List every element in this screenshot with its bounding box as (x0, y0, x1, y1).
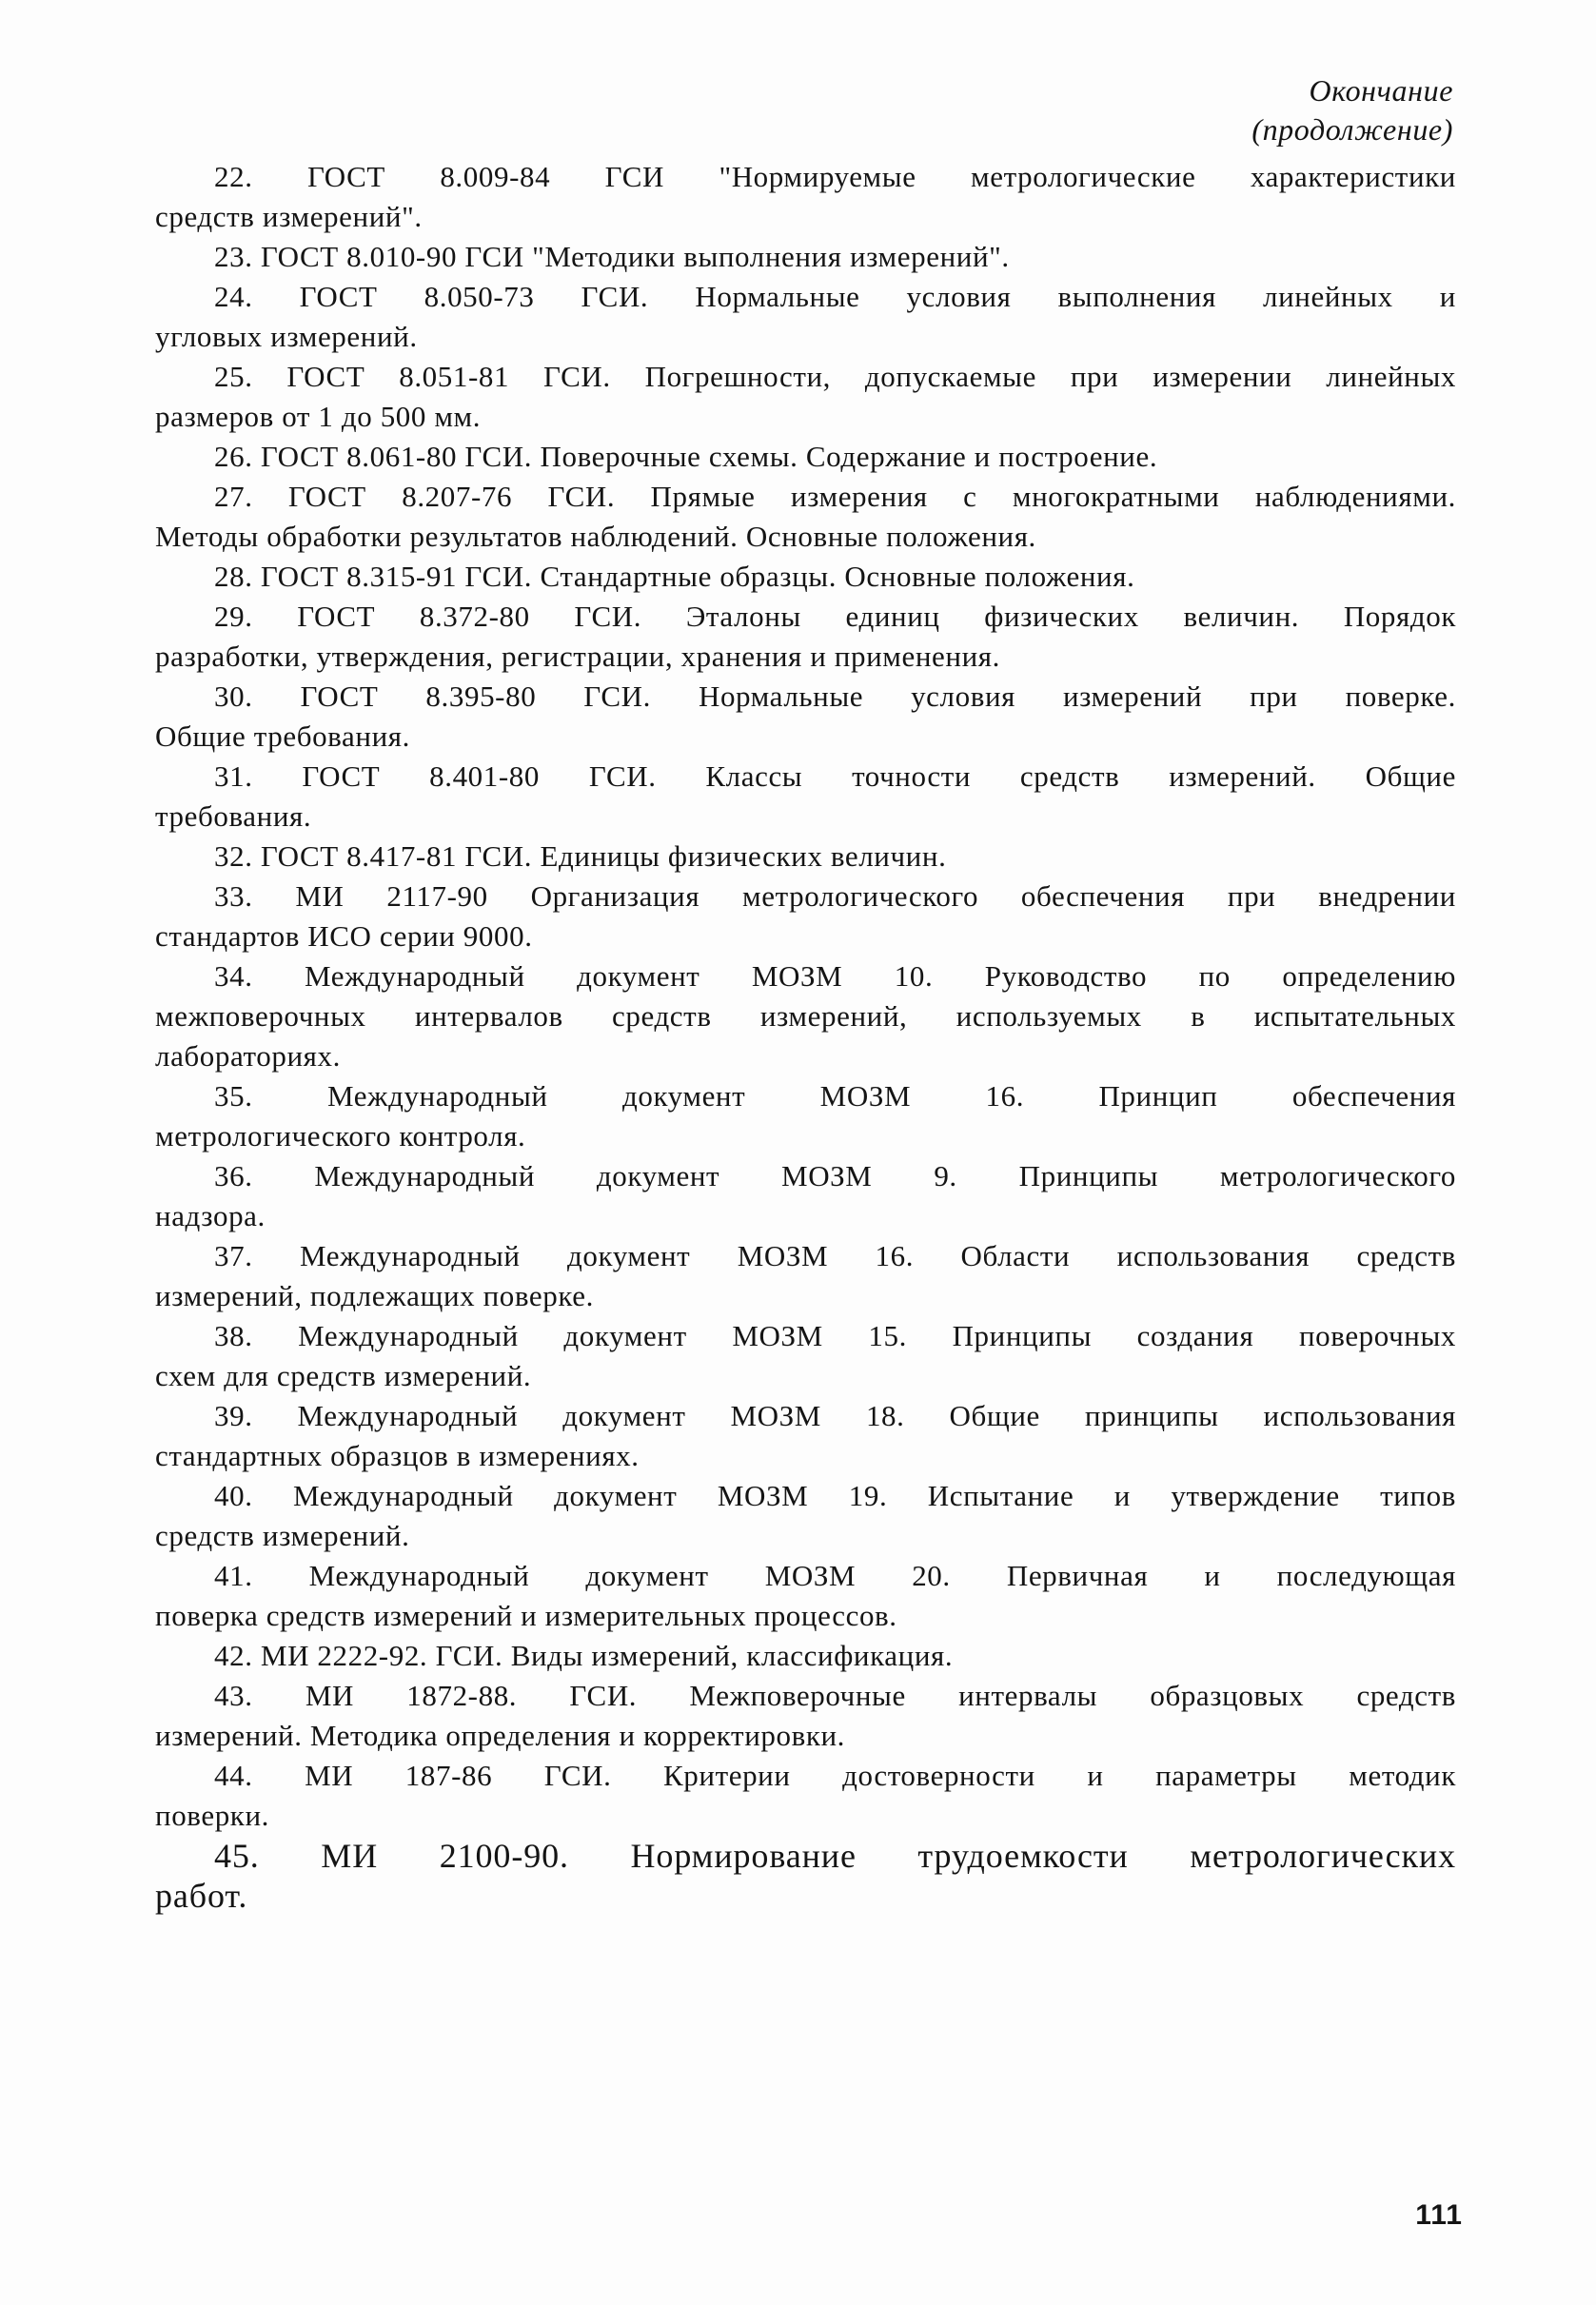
reference-line: работ. (155, 1877, 248, 1915)
reference-line: межповерочных интервалов средств измерений, используемых в испытательных (155, 999, 1456, 1033)
reference-line: средств измерений. (155, 1519, 410, 1552)
reference-line: 22. ГОСТ 8.009-84 ГСИ "Нормируемые метрологические характеристики (214, 160, 1456, 193)
reference-item-41 (155, 1556, 1456, 1636)
reference-item-31 (155, 757, 1456, 837)
reference-item-27 (155, 477, 1456, 557)
reference-line: 26. ГОСТ 8.061-80 ГСИ. Поверочные схемы. Содержание и построение. (214, 440, 1158, 473)
reference-line: 25. ГОСТ 8.051-81 ГСИ. Погрешности, допускаемые при измерении линейных (214, 360, 1456, 393)
reference-line: 28. ГОСТ 8.315-91 ГСИ. Стандартные образцы. Основные положения. (214, 560, 1135, 593)
reference-item-24 (155, 277, 1456, 357)
reference-line: 45. МИ 2100-90. Нормирование трудоемкости метрологических (214, 1837, 1456, 1875)
reference-item-44 (155, 1756, 1456, 1836)
reference-line: 32. ГОСТ 8.417-81 ГСИ. Единицы физических величин. (214, 839, 947, 873)
reference-item-34 (155, 956, 1456, 1076)
reference-line: поверка средств измерений и измерительных процессов. (155, 1599, 897, 1632)
reference-line: 33. МИ 2117-90 Организация метрологического обеспечения при внедрении (214, 879, 1456, 913)
reference-item-30 (155, 677, 1456, 757)
reference-item-28 (155, 557, 1456, 597)
reference-line: 43. МИ 1872-88. ГСИ. Межповерочные интервалы образцовых средств (214, 1679, 1456, 1712)
header-continuation-label: Окончание (1309, 73, 1453, 108)
reference-line: 40. Международный документ МОЗМ 19. Испытание и утверждение типов (214, 1479, 1456, 1512)
header-continued-label: (продолжение) (1251, 112, 1453, 147)
reference-line: 37. Международный документ МОЗМ 16. Области использования средств (214, 1239, 1456, 1272)
reference-item-29 (155, 597, 1456, 677)
reference-line: измерений, подлежащих поверке. (155, 1279, 594, 1312)
reference-line: размеров от 1 до 500 мм. (155, 400, 482, 433)
reference-item-45 (155, 1836, 1456, 1916)
reference-item-36 (155, 1156, 1456, 1236)
reference-line: 35. Международный документ МОЗМ 16. Принцип обеспечения (214, 1079, 1456, 1113)
reference-line: 29. ГОСТ 8.372-80 ГСИ. Эталоны единиц физических величин. Порядок (214, 600, 1456, 633)
reference-item-25 (155, 357, 1456, 437)
reference-line: надзора. (155, 1199, 266, 1232)
reference-line: 27. ГОСТ 8.207-76 ГСИ. Прямые измерения с многократными наблюдениями. (214, 480, 1456, 513)
reference-line: требования. (155, 799, 312, 833)
reference-line: 30. ГОСТ 8.395-80 ГСИ. Нормальные условия измерений при поверке. (214, 680, 1456, 713)
continuation-header (1251, 71, 1453, 149)
reference-line: лабораториях. (155, 1039, 341, 1073)
reference-item-32 (155, 837, 1456, 877)
reference-line: Методы обработки результатов наблюдений. Основные положения. (155, 520, 1036, 553)
reference-line: 39. Международный документ МОЗМ 18. Общие принципы использования (214, 1399, 1456, 1432)
reference-line: средств измерений". (155, 200, 423, 233)
reference-list (155, 157, 1456, 1916)
reference-item-35 (155, 1076, 1456, 1156)
reference-line: 31. ГОСТ 8.401-80 ГСИ. Классы точности средств измерений. Общие (214, 759, 1456, 793)
reference-line: 38. Международный документ МОЗМ 15. Принципы создания поверочных (214, 1319, 1456, 1352)
reference-line: 36. Международный документ МОЗМ 9. Принципы метрологического (214, 1159, 1456, 1192)
reference-item-26 (155, 437, 1456, 477)
reference-line: 44. МИ 187-86 ГСИ. Критерии достоверности и параметры методик (214, 1759, 1456, 1792)
reference-item-23 (155, 237, 1456, 277)
reference-line: стандартов ИСО серии 9000. (155, 919, 533, 953)
reference-line: 41. Международный документ МОЗМ 20. Первичная и последующая (214, 1559, 1456, 1592)
reference-item-39 (155, 1396, 1456, 1476)
reference-line: стандартных образцов в измерениях. (155, 1439, 640, 1472)
reference-item-43 (155, 1676, 1456, 1756)
reference-item-22 (155, 157, 1456, 237)
reference-line: разработки, утверждения, регистрации, хранения и применения. (155, 640, 1000, 673)
reference-item-37 (155, 1236, 1456, 1316)
reference-line: схем для средств измерений. (155, 1359, 532, 1392)
reference-line: угловых измерений. (155, 320, 418, 353)
reference-line: Общие требования. (155, 719, 410, 753)
page-number: 111 (1415, 2199, 1463, 2231)
reference-item-42 (155, 1636, 1456, 1676)
reference-line: 23. ГОСТ 8.010-90 ГСИ "Методики выполнения измерений". (214, 240, 1010, 273)
reference-line: поверки. (155, 1799, 270, 1832)
reference-line: измерений. Методика определения и корректировки. (155, 1719, 846, 1752)
reference-line: 34. Международный документ МОЗМ 10. Руководство по определению (214, 959, 1456, 993)
reference-item-33 (155, 877, 1456, 956)
reference-line: 24. ГОСТ 8.050-73 ГСИ. Нормальные условия выполнения линейных и (214, 280, 1456, 313)
reference-line: метрологического контроля. (155, 1119, 526, 1152)
reference-line: 42. МИ 2222-92. ГСИ. Виды измерений, классификация. (214, 1639, 954, 1672)
reference-item-38 (155, 1316, 1456, 1396)
reference-item-40 (155, 1476, 1456, 1556)
